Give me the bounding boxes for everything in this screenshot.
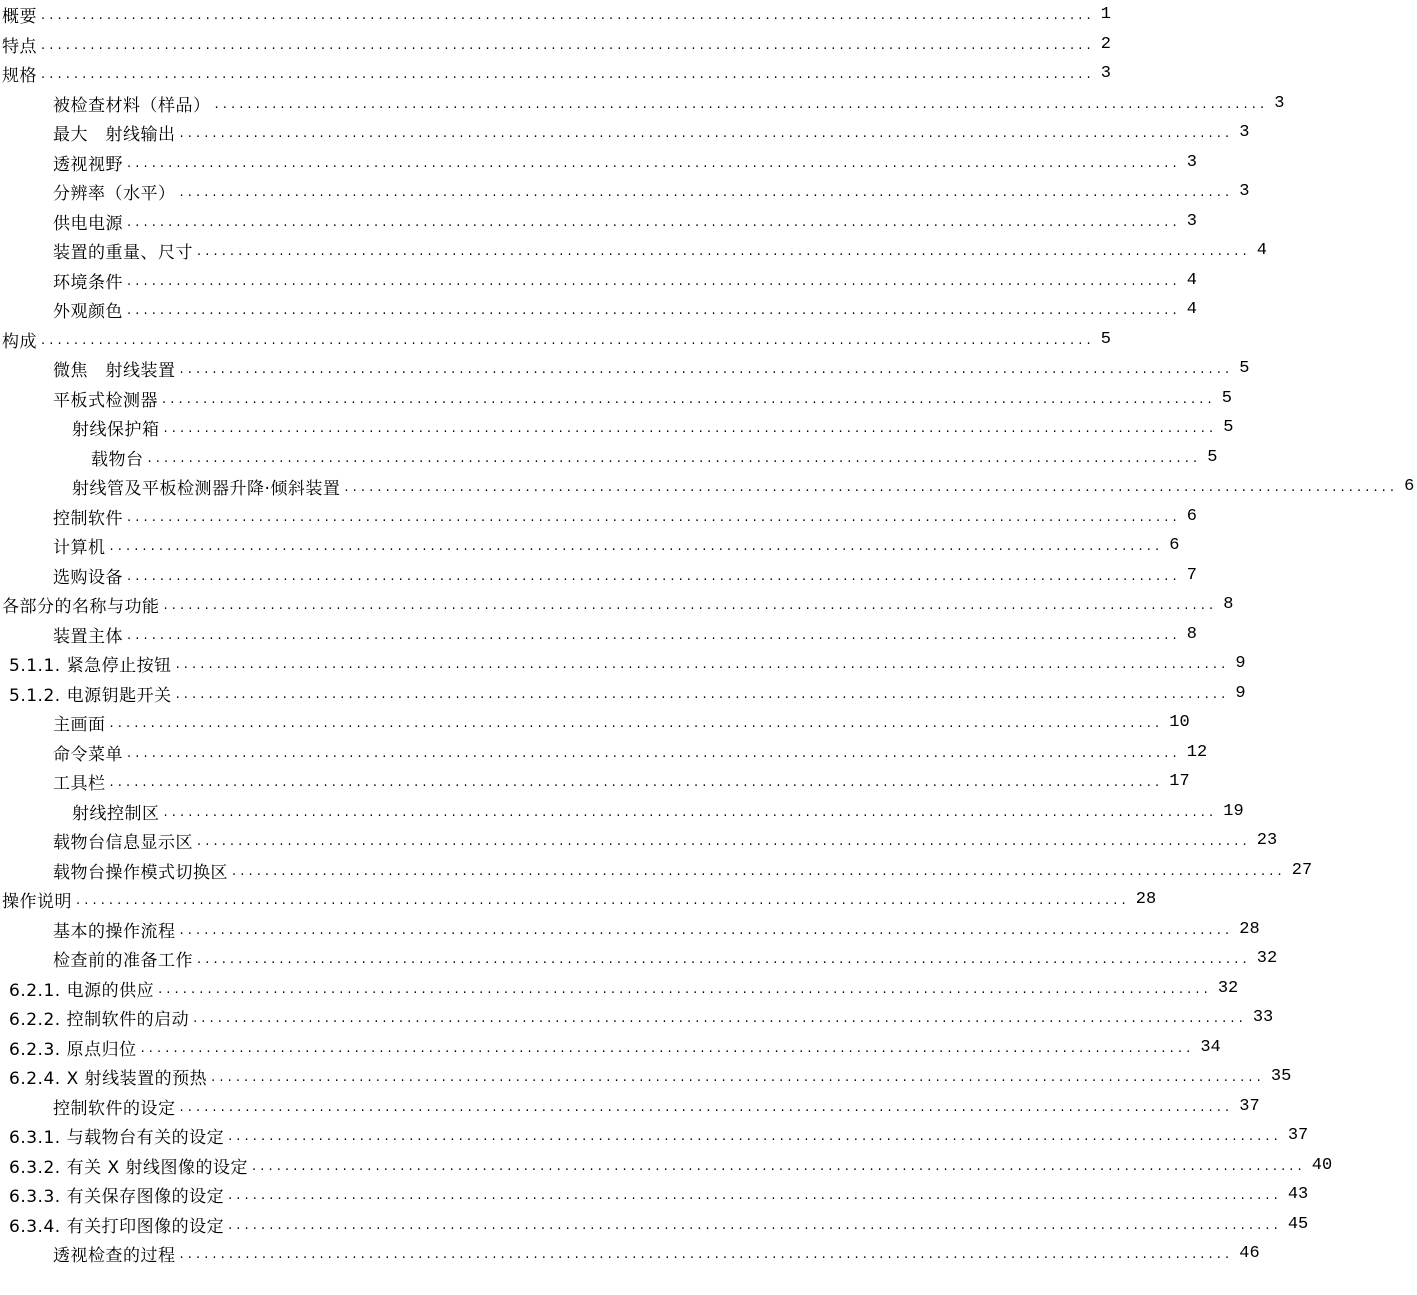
toc-entry[interactable] xyxy=(0,353,1250,384)
toc-entry-title: 构成 xyxy=(2,331,37,352)
toc-page-number: 9 xyxy=(1235,654,1246,673)
toc-entry[interactable] xyxy=(0,501,1197,532)
toc-dot-leader: ................................................................................................................................ xyxy=(179,185,1234,200)
toc-dot-leader: ................................................................................................................................ xyxy=(127,509,1181,525)
toc-dot-leader: ................................................................................................................................ xyxy=(109,775,1164,790)
toc-entry-title: 射线保护箱 xyxy=(72,420,160,440)
toc-dot-leader: ................................................................................................................................ xyxy=(140,1040,1195,1056)
toc-entry-title: 概要 xyxy=(2,7,37,27)
toc-dot-leader: ................................................................................................................................ xyxy=(76,893,1130,908)
toc-dot-leader: ................................................................................................................................ xyxy=(162,391,1216,407)
toc-entry[interactable] xyxy=(0,707,1190,738)
toc-entry-title: 外观颜色 xyxy=(53,302,123,322)
toc-dot-leader: ................................................................................................................................ xyxy=(214,96,1269,112)
toc-entry[interactable] xyxy=(0,560,1197,591)
toc-entry[interactable] xyxy=(0,265,1197,296)
toc-entry-title: 射线管及平板检测器升降·倾斜装置 xyxy=(72,479,341,499)
toc-entry-title: 装置主体 xyxy=(53,626,123,647)
toc-entry-title: 透视检查的过程 xyxy=(53,1246,176,1266)
toc-entry[interactable] xyxy=(0,88,1285,119)
toc-entry[interactable] xyxy=(0,471,1415,502)
toc-entry[interactable] xyxy=(0,943,1278,974)
toc-entry-title: 透视视野 xyxy=(53,154,123,175)
toc-entry-title: 基本的操作流程 xyxy=(53,921,176,942)
toc-page-number: 6 xyxy=(1404,477,1415,496)
toc-page-number: 17 xyxy=(1169,772,1190,791)
toc-entry[interactable] xyxy=(0,1002,1274,1033)
toc-dot-leader: ................................................................................................................................ xyxy=(109,539,1164,554)
toc-dot-leader: ................................................................................................................................ xyxy=(41,67,1095,82)
toc-entry[interactable] xyxy=(0,294,1197,325)
toc-page-number: 9 xyxy=(1235,683,1246,703)
toc-entry-title: 特点 xyxy=(2,36,37,57)
toc-entry[interactable] xyxy=(0,1238,1260,1269)
toc-entry[interactable] xyxy=(0,766,1190,797)
toc-entry-title: 射线控制区 xyxy=(72,803,160,824)
toc-page-number: 37 xyxy=(1239,1096,1260,1116)
toc-entry-title: 6.3.3. 有关保存图像的设定 xyxy=(9,1187,225,1207)
toc-page-number: 3 xyxy=(1274,93,1285,113)
toc-page-number: 34 xyxy=(1200,1037,1221,1057)
toc-dot-leader: ................................................................................................................................ xyxy=(197,244,1251,259)
toc-dot-leader: ................................................................................................................................ xyxy=(175,686,1230,702)
toc-dot-leader: ................................................................................................................................ xyxy=(197,834,1251,849)
toc-entry-title: 选购设备 xyxy=(53,567,123,588)
toc-page-number: 6 xyxy=(1169,536,1180,555)
toc-entry[interactable] xyxy=(0,442,1218,473)
toc-entry[interactable] xyxy=(0,1061,1292,1092)
toc-entry-title: 6.2.2. 控制软件的启动 xyxy=(9,1010,190,1030)
toc-entry-title: 工具栏 xyxy=(53,774,106,794)
toc-entry-title: 6.3.2. 有关 X 射线图像的设定 xyxy=(9,1157,249,1178)
toc-page-number: 8 xyxy=(1223,595,1234,614)
toc-entry-title: 命令菜单 xyxy=(53,744,123,765)
toc-dot-leader: ................................................................................................................................ xyxy=(109,716,1164,731)
toc-page-number: 4 xyxy=(1256,241,1267,260)
toc-entry-title: 装置的重量、尺寸 xyxy=(53,243,193,263)
toc-dot-leader: ................................................................................................................................ xyxy=(41,37,1095,53)
toc-entry-title: 规格 xyxy=(2,66,37,86)
toc-dot-leader: ................................................................................................................................ xyxy=(197,952,1251,967)
toc-entry-title: 环境条件 xyxy=(53,272,123,293)
toc-entry[interactable] xyxy=(0,383,1232,414)
toc-entry-title: 控制软件的设定 xyxy=(53,1098,176,1119)
toc-entry[interactable] xyxy=(0,1179,1309,1210)
toc-dot-leader: ................................................................................................................................ xyxy=(163,598,1218,613)
toc-entry-title: 载物台信息显示区 xyxy=(53,833,193,853)
toc-entry-title: 供电电源 xyxy=(53,213,123,234)
toc-page-number: 3 xyxy=(1186,152,1197,172)
toc-entry[interactable] xyxy=(0,1091,1260,1122)
toc-entry-title: 各部分的名称与功能 xyxy=(2,597,160,617)
toc-entry-title: 6.2.1. 电源的供应 xyxy=(9,980,155,1001)
toc-entry[interactable] xyxy=(0,0,1111,30)
toc-dot-leader: ................................................................................................................................ xyxy=(158,981,1212,997)
toc-entry-title: 载物台操作模式切换区 xyxy=(53,862,228,883)
toc-page-number: 5 xyxy=(1221,388,1232,408)
toc-entry[interactable] xyxy=(0,678,1246,709)
toc-dot-leader: ................................................................................................................................ xyxy=(179,1099,1234,1115)
toc-entry[interactable] xyxy=(0,796,1244,827)
toc-dot-leader: ................................................................................................................................ xyxy=(179,1247,1234,1262)
toc-entry-title: 被检查材料（样品） xyxy=(53,95,211,116)
toc-page-number: 28 xyxy=(1239,919,1260,939)
toc-page-number: 28 xyxy=(1135,890,1157,909)
toc-dot-leader: ................................................................................................................................ xyxy=(127,303,1181,318)
toc-page-number: 35 xyxy=(1270,1067,1292,1086)
toc-entry[interactable] xyxy=(0,530,1180,561)
toc-entry-title: 最大 射线输出 xyxy=(53,125,176,145)
toc-dot-leader: ................................................................................................................................ xyxy=(232,863,1286,879)
toc-entry-title: 控制软件 xyxy=(53,508,123,529)
toc-entry[interactable] xyxy=(0,619,1197,650)
toc-dot-leader: ................................................................................................................................ xyxy=(41,332,1095,348)
toc-entry-title: 计算机 xyxy=(53,538,106,558)
toc-entry-title: 5.1.2. 电源钥匙开关 xyxy=(9,685,172,706)
toc-dot-leader: ................................................................................................................................ xyxy=(163,421,1218,436)
toc-entry[interactable] xyxy=(0,914,1260,945)
toc-page-number: 32 xyxy=(1256,949,1278,968)
toc-page-number: 3 xyxy=(1239,182,1250,201)
toc-page-number: 3 xyxy=(1239,123,1250,142)
toc-dot-leader: ................................................................................................................................ xyxy=(175,657,1230,672)
toc-entry[interactable] xyxy=(0,58,1111,89)
toc-dot-leader: ................................................................................................................................ xyxy=(228,1188,1282,1203)
toc-entry[interactable] xyxy=(0,884,1157,915)
toc-page-number: 43 xyxy=(1287,1185,1309,1204)
toc-dot-leader: ................................................................................................................................ xyxy=(211,1070,1265,1085)
toc-entry[interactable] xyxy=(0,648,1246,679)
toc-page-number: 4 xyxy=(1186,300,1197,319)
toc-page-number: 45 xyxy=(1287,1214,1309,1234)
toc-dot-leader: ................................................................................................................................ xyxy=(41,8,1095,23)
toc-entry[interactable] xyxy=(0,117,1250,148)
toc-page-number: 7 xyxy=(1186,565,1197,585)
toc-entry[interactable] xyxy=(0,412,1234,443)
toc-entry[interactable] xyxy=(0,206,1197,237)
toc-page-number: 27 xyxy=(1291,860,1313,880)
toc-page-number: 2 xyxy=(1100,34,1111,54)
toc-dot-leader: ................................................................................................................................ xyxy=(179,922,1234,938)
toc-page-number: 32 xyxy=(1217,978,1239,998)
toc-entry[interactable] xyxy=(0,589,1234,620)
toc-entry[interactable] xyxy=(0,29,1111,60)
toc-entry-title: 分辨率（水平） xyxy=(53,184,176,204)
toc-entry[interactable] xyxy=(0,235,1267,266)
toc-dot-leader: ................................................................................................................................ xyxy=(228,1129,1282,1144)
toc-dot-leader: ................................................................................................................................ xyxy=(193,1011,1247,1026)
toc-entry[interactable] xyxy=(0,176,1250,207)
toc-entry-title: 6.2.4. X 射线装置的预热 xyxy=(9,1069,208,1089)
toc-dot-leader: ................................................................................................................................ xyxy=(344,480,1399,495)
toc-dot-leader: ................................................................................................................................ xyxy=(163,804,1218,820)
toc-entry-title: 主画面 xyxy=(53,715,106,735)
toc-entry-title: 6.2.3. 原点归位 xyxy=(9,1039,137,1060)
toc-dot-leader: ................................................................................................................................ xyxy=(252,1158,1306,1174)
toc-entry[interactable] xyxy=(0,324,1111,355)
toc-page-number: 40 xyxy=(1311,1155,1333,1175)
toc-dot-leader: ................................................................................................................................ xyxy=(127,568,1181,584)
toc-page-number: 5 xyxy=(1100,329,1111,349)
toc-entry-title: 载物台 xyxy=(91,449,144,470)
toc-dot-leader: ................................................................................................................................ xyxy=(127,627,1181,643)
toc-page-number: 8 xyxy=(1186,624,1197,644)
toc-dot-leader: ................................................................................................................................ xyxy=(147,450,1202,466)
toc-dot-leader: ................................................................................................................................ xyxy=(179,362,1234,377)
toc-entry-title: 检查前的准备工作 xyxy=(53,951,193,971)
toc-page-number: 5 xyxy=(1207,447,1218,467)
toc-entry[interactable] xyxy=(0,147,1197,178)
toc-entry-title: 6.3.1. 与载物台有关的设定 xyxy=(9,1128,225,1148)
toc-page-number: 4 xyxy=(1186,270,1197,290)
toc-dot-leader: ................................................................................................................................ xyxy=(228,1217,1282,1233)
toc-page-number: 3 xyxy=(1186,211,1197,231)
toc-page-number: 37 xyxy=(1287,1126,1309,1145)
toc-page-number: 23 xyxy=(1256,831,1278,850)
toc-entry[interactable] xyxy=(0,737,1208,768)
toc-entry[interactable] xyxy=(0,855,1313,886)
toc-dot-leader: ................................................................................................................................ xyxy=(179,126,1234,141)
toc-dot-leader: ................................................................................................................................ xyxy=(127,273,1181,289)
toc-entry-title: 操作说明 xyxy=(2,892,72,912)
toc-page-number: 6 xyxy=(1186,506,1197,526)
toc-page-number: 5 xyxy=(1239,359,1250,378)
toc-dot-leader: ................................................................................................................................ xyxy=(127,214,1181,230)
toc-entry[interactable] xyxy=(0,1150,1333,1181)
toc-entry[interactable] xyxy=(0,973,1239,1004)
toc-entry-title: 平板式检测器 xyxy=(53,390,158,411)
toc-dot-leader: ................................................................................................................................ xyxy=(127,745,1181,761)
toc-entry[interactable] xyxy=(0,1209,1309,1240)
toc-page-number: 33 xyxy=(1252,1008,1274,1027)
toc-entry-title: 6.3.4. 有关打印图像的设定 xyxy=(9,1216,225,1237)
toc-page-number: 1 xyxy=(1100,5,1111,24)
toc-page-number: 3 xyxy=(1100,64,1111,83)
toc-page-number: 10 xyxy=(1169,713,1190,732)
toc-entry[interactable] xyxy=(0,1032,1221,1063)
toc-entry-title: 5.1.1. 紧急停止按钮 xyxy=(9,656,172,676)
toc-dot-leader: ................................................................................................................................ xyxy=(127,155,1181,171)
toc-entry[interactable] xyxy=(0,825,1278,856)
toc-page-number: 19 xyxy=(1223,801,1244,821)
toc-page-number: 12 xyxy=(1186,742,1208,762)
toc-entry-title: 微焦 射线装置 xyxy=(53,361,176,381)
toc-entry[interactable] xyxy=(0,1120,1309,1151)
toc-page-number: 5 xyxy=(1223,418,1234,437)
toc-page-number: 46 xyxy=(1239,1244,1260,1263)
